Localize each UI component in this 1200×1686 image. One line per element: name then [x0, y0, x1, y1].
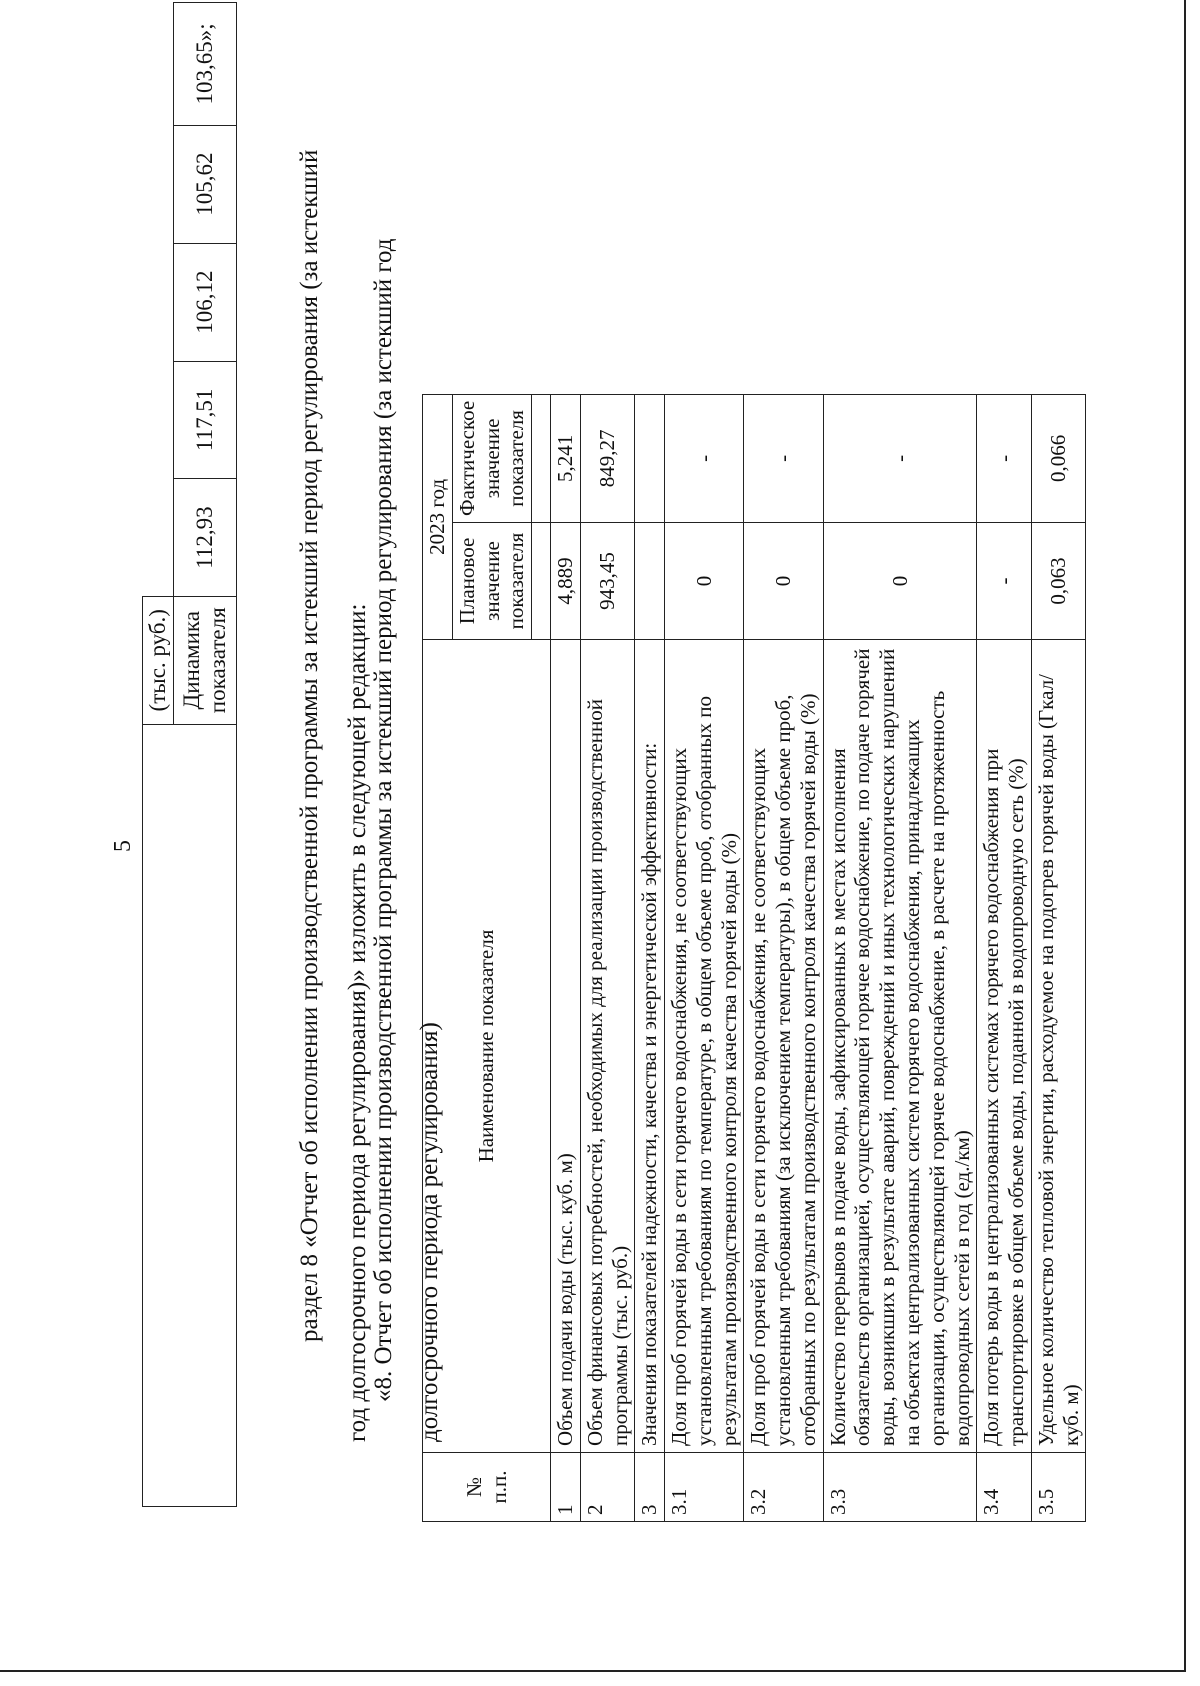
report-header-row [423, 394, 453, 1521]
dynamics-header-row [143, 3, 174, 1507]
row-plan: 0,063 [1031, 523, 1086, 640]
dynamics-table [142, 2, 237, 1507]
table-row [580, 394, 635, 1521]
table-row [551, 394, 581, 1521]
header-plan-blank [532, 523, 551, 640]
row-plan: - [977, 523, 1032, 640]
row-fact: 849,27 [580, 394, 635, 522]
row-fact: - [977, 394, 1032, 522]
table-row [1031, 394, 1086, 1521]
row-name: Удельное количество тепловой энергии, расходуемое на подогрев горячей воды (Гкал/куб. м) [1031, 640, 1086, 1453]
row-name: Количество перерывов в подаче воды, зафиксированных в местах исполнения обязательств организацией, осуществляющей горячее водоснабжение, по подаче горячей воды, возникших в результате аварий, повреждений и иных технологических нарушений на объектах централизованных систем горячего водоснабжения, принадлежащих организации, осуществляющей горячее водоснабжение, в расчете на протяженность водопроводных сетей в год (ед./км) [823, 640, 977, 1453]
table-row [823, 394, 977, 1521]
dynamics-values-row [174, 3, 237, 1507]
row-fact: 5,241 [551, 394, 581, 522]
header-name: Наименование показателя [423, 640, 551, 1453]
row-name: Доля проб горячей воды в сети горячего водоснабжения, не соответствующих установленным требованиям (за исключением температуры), в общем объеме проб, отобранных по результатам производственного контроля качества горячей воды (%) [744, 640, 823, 1453]
row-fact: 0,066 [1031, 394, 1086, 522]
dynamics-unit-cell: (тыс. руб.) [143, 596, 174, 724]
paragraph-line-4: долгосрочного периода регулирования) [416, 1022, 443, 1442]
row-name: Доля потерь воды в централизованных системах горячего водоснабжения при транспортировке в общем объеме воды, поданной в водопроводную сеть (%) [977, 640, 1032, 1453]
row-num: 3.2 [744, 1453, 823, 1522]
row-plan: 0 [665, 523, 744, 640]
paragraph-line-3: «8. Отчет об исполнении производственной программы за истекший период регулирования (за истекший год [370, 238, 397, 1402]
table-row [744, 394, 823, 1521]
dynamics-value: 112,93 [174, 479, 237, 597]
row-num: 3.5 [1031, 1453, 1086, 1522]
row-plan: 0 [744, 523, 823, 640]
rotated-page [0, 2, 1180, 1682]
dynamics-row-label: Динамика показателя [174, 596, 237, 724]
header-fact: Фактическое значение показателя [452, 394, 531, 522]
row-plan: 0 [823, 523, 977, 640]
row-plan: 943,45 [580, 523, 635, 640]
header-fact-blank [532, 394, 551, 522]
dynamics-blank-cell [143, 724, 174, 1506]
row-num: 3.1 [665, 1453, 744, 1522]
row-num: 3 [635, 1453, 665, 1522]
dynamics-value: 105,62 [174, 125, 237, 243]
dynamics-value: 106,12 [174, 243, 237, 361]
dynamics-empty-cell [174, 724, 237, 1506]
row-name: Значения показателей надежности, качества и энергетической эффективности: [635, 640, 665, 1453]
report-table [422, 394, 1086, 1522]
row-num: 3.3 [823, 1453, 977, 1522]
row-name: Доля проб горячей воды в сети горячего водоснабжения, не соответствующих установленным требованиям по температуре, в общем объеме проб, отобранных по результатам производственного контроля качества горячей воды (%) [665, 640, 744, 1453]
row-num: 1 [551, 1453, 581, 1522]
paragraph-line-1: раздел 8 «Отчет об исполнении производственной программы за истекший период регулирования (за истекший [296, 149, 323, 1342]
row-fact [635, 394, 665, 522]
paragraph-line-2: год долгосрочного периода регулирования)» изложить в следующей редакции: [344, 603, 371, 1442]
row-fact: - [744, 394, 823, 522]
table-row [977, 394, 1032, 1521]
row-fact: - [665, 394, 744, 522]
row-plan: 4,889 [551, 523, 581, 640]
row-name: Объем финансовых потребностей, необходимых для реализации производственной программы (тыс. руб.) [580, 640, 635, 1453]
header-plan: Плановое значение показателя [452, 523, 531, 640]
table-row [635, 394, 665, 1521]
dynamics-value: 117,51 [174, 361, 237, 479]
header-num: № п.п. [423, 1453, 551, 1522]
dynamics-value: 103,65»; [174, 3, 237, 126]
row-fact: - [823, 394, 977, 522]
row-num: 3.4 [977, 1453, 1032, 1522]
row-name: Объем подачи воды (тыс. куб. м) [551, 640, 581, 1453]
table-row [665, 394, 744, 1521]
row-num: 2 [580, 1453, 635, 1522]
header-year: 2023 год [423, 394, 453, 639]
row-plan [635, 523, 665, 640]
dynamics-header-blank [143, 3, 174, 597]
page-number: 5 [110, 840, 136, 852]
